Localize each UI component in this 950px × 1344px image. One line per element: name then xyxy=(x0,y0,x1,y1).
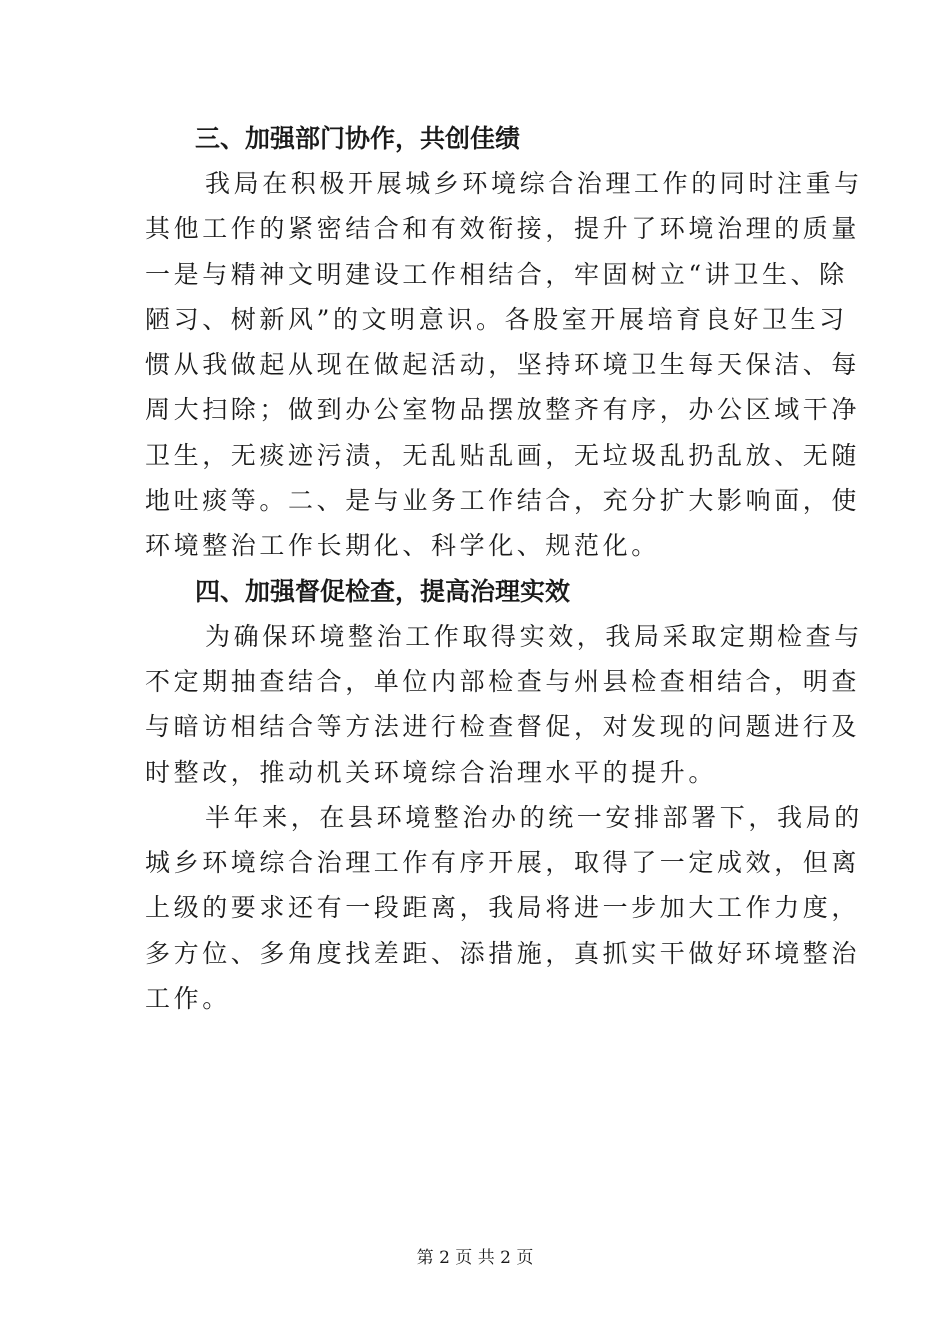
text-line: 不定期抽查结合，单位内部检查与州县检查相结合，明查 xyxy=(145,666,861,696)
text-line: 半年来，在县环境整治办的统一安排部署下，我局的 xyxy=(205,802,863,832)
text-line: 多方位、多角度找差距、添措施，真抓实干做好环境整治 xyxy=(145,938,861,968)
text-line: 一是与精神文明建设工作相结合，牢固树立“讲卫生、除 xyxy=(145,259,848,289)
text-line: 与暗访相结合等方法进行检查督促，对发现的问题进行及 xyxy=(145,712,861,742)
text-line: 周大扫除；做到办公室物品摆放整齐有序，办公区域干净 xyxy=(145,395,861,425)
text-line: 陋习、树新风”的文明意识。各股室开展培育良好卫生习 xyxy=(145,304,848,334)
text-line: 地吐痰等。二、是与业务工作结合，充分扩大影响面，使 xyxy=(145,486,861,516)
section-3-paragraph xyxy=(145,161,863,569)
text-line: 工作。 xyxy=(145,984,231,1014)
text-line: 环境整治工作长期化、科学化、规范化。 xyxy=(145,531,660,561)
text-line: 城乡环境综合治理工作有序开展，取得了一定成效，但离 xyxy=(145,848,861,878)
text-line: 我局在积极开展城乡环境综合治理工作的同时注重与 xyxy=(205,169,863,198)
text-line: 时整改，推动机关环境综合治理水平的提升。 xyxy=(145,757,718,787)
section-4-heading: 四、加强督促检查，提高治理实效 xyxy=(195,576,571,606)
section-3-heading: 三、加强部门协作，共创佳绩 xyxy=(195,124,521,153)
text-line: 惯从我做起从现在做起活动，坚持环境卫生每天保洁、每 xyxy=(145,350,861,380)
text-line: 上级的要求还有一段距离，我局将进一步加大工作力度， xyxy=(145,893,861,923)
document-body xyxy=(145,116,863,1021)
text-line: 卫生，无痰迹污渍，无乱贴乱画，无垃圾乱扔乱放、无随 xyxy=(145,440,861,470)
page-number-footer: 第 2 页 共 2 页 xyxy=(416,1248,534,1268)
section-4-paragraph xyxy=(145,614,863,795)
conclusion-paragraph xyxy=(145,795,863,1021)
text-line: 其他工作的紧密结合和有效衔接，提升了环境治理的质量 xyxy=(145,214,861,244)
text-line: 为确保环境整治工作取得实效，我局采取定期检查与 xyxy=(205,621,863,651)
